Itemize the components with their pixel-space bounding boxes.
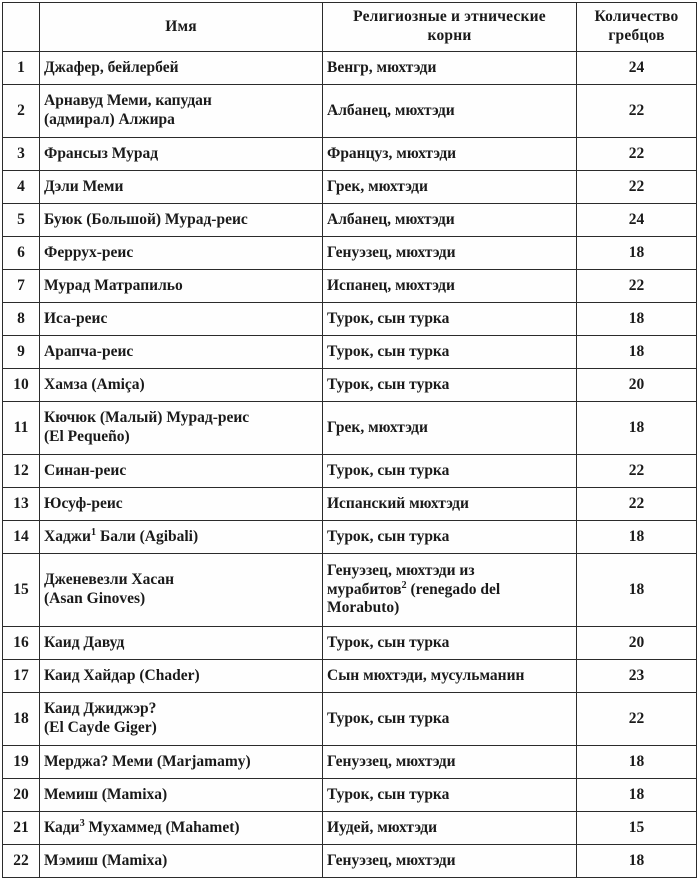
- cell-roots-line: Сын мюхтэди, мусульманин: [327, 666, 525, 684]
- cell-roots: [323, 660, 577, 693]
- cell-name: [40, 52, 323, 85]
- cell-name: [40, 660, 323, 693]
- cell-roots-line: Испанец, мюхтэди: [327, 276, 455, 294]
- cell-oar-count: 18: [577, 521, 697, 554]
- row-number: 1: [3, 52, 40, 85]
- row-number: 11: [3, 402, 40, 455]
- cell-oar-count: 18: [577, 336, 697, 369]
- cell-name: [40, 303, 323, 336]
- row-number: 13: [3, 488, 40, 521]
- cell-roots: [323, 270, 577, 303]
- cell-name: [40, 455, 323, 488]
- cell-roots-line: Генуэзец, мюхтэди: [327, 243, 456, 261]
- cell-name-line: Арнавуд Меми, капудан: [44, 92, 212, 110]
- cell-roots: [323, 812, 577, 845]
- row-number: 15: [3, 554, 40, 627]
- cell-roots: [323, 554, 577, 627]
- cell-name-line: (Asan Ginoves): [44, 590, 146, 607]
- cell-oar-count: 22: [577, 138, 697, 171]
- cell-name-line: Мерджа? Меми (Marjamamy): [44, 752, 251, 770]
- cell-name: [40, 270, 323, 303]
- cell-oar-count: 22: [577, 488, 697, 521]
- cell-name: [40, 85, 323, 138]
- column-header-count-line1: Количество: [594, 8, 679, 26]
- cell-roots-line: Грек, мюхтэди: [327, 418, 428, 436]
- cell-roots: [323, 52, 577, 85]
- cell-roots-line: Иудей, мюхтэди: [327, 818, 438, 836]
- row-number: 3: [3, 138, 40, 171]
- cell-oar-count: 24: [577, 204, 697, 237]
- cell-roots-line: Француз, мюхтэди: [327, 144, 457, 162]
- cell-name-line: Каид Джиджэр?: [44, 700, 157, 718]
- cell-name-line: Кади$^3$ Мухаммед (Mahamet): [44, 817, 240, 836]
- cell-name-line: Арапча-реис: [44, 342, 134, 360]
- cell-roots: [323, 237, 577, 270]
- cell-roots-line: Генуэзец, мюхтэди: [327, 752, 456, 770]
- cell-oar-count: 22: [577, 270, 697, 303]
- row-number: 6: [3, 237, 40, 270]
- cell-roots-line: Генуэзец, мюхтэди из: [327, 561, 475, 579]
- table-header: [3, 3, 697, 52]
- cell-roots-line: Испанский мюхтэди: [327, 494, 469, 512]
- cell-name-line: Дэли Меми: [44, 177, 124, 195]
- cell-oar-count: 20: [577, 627, 697, 660]
- cell-oar-count: 22: [577, 693, 697, 746]
- page-canvas: [0, 2, 700, 869]
- cell-oar-count: 22: [577, 171, 697, 204]
- cell-name-line: (El Pequeño): [44, 428, 130, 445]
- cell-roots: [323, 402, 577, 455]
- column-header-roots-line1: Религиозные и этнические: [353, 8, 546, 26]
- table-row: [3, 693, 697, 746]
- cell-roots: [323, 746, 577, 779]
- table-row: [3, 303, 697, 336]
- row-number: 4: [3, 171, 40, 204]
- cell-oar-count: 15: [577, 812, 697, 845]
- row-number: 20: [3, 779, 40, 812]
- cell-name: [40, 779, 323, 812]
- row-number: 21: [3, 812, 40, 845]
- cell-name: [40, 521, 323, 554]
- cell-name: [40, 488, 323, 521]
- captains-roster-table: [2, 2, 697, 878]
- cell-roots-line: Турок, сын турка: [327, 633, 450, 651]
- cell-oar-count: 24: [577, 52, 697, 85]
- column-header-name: Имя: [40, 3, 323, 52]
- table-row: [3, 369, 697, 402]
- cell-roots-line: Албанец, мюхтэди: [327, 101, 455, 119]
- cell-name: [40, 812, 323, 845]
- cell-roots: [323, 138, 577, 171]
- cell-name-line: Мэмиш (Mamixa): [44, 851, 168, 869]
- table-row: [3, 746, 697, 779]
- cell-name: [40, 693, 323, 746]
- cell-roots: [323, 455, 577, 488]
- cell-roots-line: мурабитов$^2$ (renegado del: [327, 579, 501, 598]
- cell-name-line: Кючюк (Малый) Мурад-реис: [44, 409, 250, 427]
- cell-name: [40, 627, 323, 660]
- cell-name-line: Синан-реис: [44, 461, 127, 479]
- cell-oar-count: 18: [577, 402, 697, 455]
- cell-roots: [323, 488, 577, 521]
- cell-roots: [323, 693, 577, 746]
- header-row: [3, 3, 697, 52]
- table-row: [3, 812, 697, 845]
- cell-name-line: Мурад Матрапильо: [44, 276, 183, 294]
- table-row: [3, 660, 697, 693]
- cell-name-line: Франсыз Мурад: [44, 144, 159, 162]
- cell-name-line: Юсуф-реис: [44, 494, 123, 512]
- cell-oar-count: 18: [577, 303, 697, 336]
- table-body: [3, 52, 697, 878]
- cell-roots-line: Турок, сын турка: [327, 342, 450, 360]
- cell-roots-line: Morabuto): [327, 599, 400, 617]
- cell-roots: [323, 845, 577, 878]
- row-number: 2: [3, 85, 40, 138]
- cell-name-line: Хамза (Amiça): [44, 375, 145, 393]
- cell-roots: [323, 204, 577, 237]
- cell-name-line: Хаджи$^1$ Бали (Agibali): [44, 526, 199, 545]
- cell-name-line: Джафер, бейлербей: [44, 58, 179, 76]
- cell-roots-line: Венгр, мюхтэди: [327, 58, 437, 76]
- cell-roots-line: Генуэзец, мюхтэди: [327, 851, 456, 869]
- row-number: 10: [3, 369, 40, 402]
- cell-roots-line: Албанец, мюхтэди: [327, 210, 455, 228]
- cell-roots-line: Грек, мюхтэди: [327, 177, 428, 195]
- table-row: [3, 237, 697, 270]
- cell-name-line: (El Cayde Giger): [44, 719, 157, 736]
- cell-roots-line: Турок, сын турка: [327, 375, 450, 393]
- table-row: [3, 521, 697, 554]
- cell-oar-count: 22: [577, 85, 697, 138]
- cell-name: [40, 554, 323, 627]
- cell-name: [40, 138, 323, 171]
- cell-roots-line: Турок, сын турка: [327, 527, 450, 545]
- table-row: [3, 204, 697, 237]
- cell-oar-count: 18: [577, 779, 697, 812]
- row-number: 14: [3, 521, 40, 554]
- cell-roots: [323, 627, 577, 660]
- column-header-roots-line2: корни: [427, 27, 472, 44]
- cell-oar-count: 20: [577, 369, 697, 402]
- cell-roots-line: Турок, сын турка: [327, 709, 450, 727]
- table-row: [3, 270, 697, 303]
- cell-name-line: Дженевезли Хасан: [44, 571, 175, 589]
- cell-name-line: Каид Давуд: [44, 633, 125, 651]
- table-row: [3, 52, 697, 85]
- row-number: 12: [3, 455, 40, 488]
- table-row: [3, 779, 697, 812]
- row-number: 5: [3, 204, 40, 237]
- cell-name: [40, 336, 323, 369]
- table-row: [3, 488, 697, 521]
- table-row: [3, 627, 697, 660]
- cell-oar-count: 22: [577, 455, 697, 488]
- cell-roots: [323, 521, 577, 554]
- cell-oar-count: 18: [577, 746, 697, 779]
- row-number: 8: [3, 303, 40, 336]
- table-row: [3, 554, 697, 627]
- cell-roots: [323, 171, 577, 204]
- cell-roots-line: Турок, сын турка: [327, 461, 450, 479]
- row-number: 19: [3, 746, 40, 779]
- row-number: 17: [3, 660, 40, 693]
- row-number: 18: [3, 693, 40, 746]
- table-row: [3, 845, 697, 878]
- cell-name: [40, 171, 323, 204]
- cell-roots: [323, 303, 577, 336]
- table-row: [3, 171, 697, 204]
- cell-oar-count: 18: [577, 554, 697, 627]
- cell-name-line: Иса-реис: [44, 309, 108, 327]
- table-row: [3, 455, 697, 488]
- cell-name-line: Феррух-реис: [44, 243, 134, 261]
- cell-name: [40, 369, 323, 402]
- cell-name: [40, 845, 323, 878]
- cell-name-line: Каид Хайдар (Chader): [44, 666, 200, 684]
- table-row: [3, 402, 697, 455]
- cell-oar-count: 18: [577, 845, 697, 878]
- cell-name: [40, 237, 323, 270]
- cell-name: [40, 746, 323, 779]
- cell-roots: [323, 779, 577, 812]
- cell-roots: [323, 336, 577, 369]
- table-row: [3, 85, 697, 138]
- cell-roots: [323, 369, 577, 402]
- column-header-roots: [323, 3, 577, 52]
- cell-name: [40, 402, 323, 455]
- cell-name-line: Буюк (Большой) Мурад-реис: [44, 210, 248, 228]
- row-number: 9: [3, 336, 40, 369]
- column-header-number: [3, 3, 40, 52]
- table-row: [3, 336, 697, 369]
- cell-roots-line: Турок, сын турка: [327, 785, 450, 803]
- column-header-count: [577, 3, 697, 52]
- cell-oar-count: 23: [577, 660, 697, 693]
- cell-name-line: Мемиш (Mamixa): [44, 785, 168, 803]
- cell-name: [40, 204, 323, 237]
- table-row: [3, 138, 697, 171]
- row-number: 22: [3, 845, 40, 878]
- cell-name-line: (адмирал) Алжира: [44, 111, 175, 128]
- column-header-count-line2: гребцов: [608, 27, 665, 44]
- row-number: 16: [3, 627, 40, 660]
- cell-oar-count: 18: [577, 237, 697, 270]
- row-number: 7: [3, 270, 40, 303]
- cell-roots-line: Турок, сын турка: [327, 309, 450, 327]
- cell-roots: [323, 85, 577, 138]
